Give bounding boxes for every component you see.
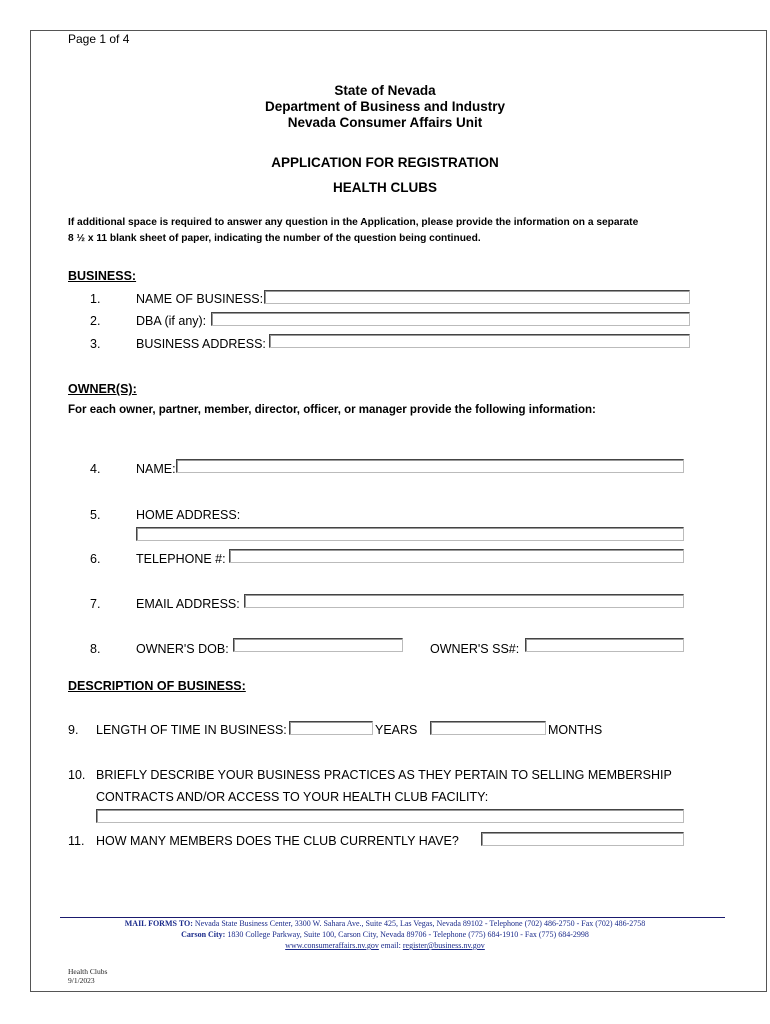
business-practices-question: BRIEFLY DESCRIBE YOUR BUSINESS PRACTICES AS THEY PERTAIN TO SELLING MEMBERSHIP (96, 768, 672, 782)
business-heading: BUSINESS: (68, 269, 137, 283)
email-input[interactable] (244, 594, 684, 608)
footer-rule (60, 917, 725, 918)
item-number: 10. (68, 768, 86, 782)
dob-label: OWNER'S DOB: (136, 642, 229, 656)
item-number: 6. (90, 552, 101, 566)
carson-city-address: 1830 College Parkway, Suite 100, Carson City, Nevada 89706 - Telephone (775) 684-1910 - Fax (775) 684-2998 (227, 930, 589, 939)
item-number: 4. (90, 462, 101, 476)
owner-name-input[interactable] (176, 459, 684, 473)
telephone-label: TELEPHONE #: (136, 552, 226, 566)
months-label: MONTHS (548, 723, 603, 737)
telephone-input[interactable] (229, 549, 684, 563)
item-number: 7. (90, 597, 101, 611)
member-count-question: HOW MANY MEMBERS DOES THE CLUB CURRENTLY HAVE? (96, 834, 459, 848)
carson-city-line (0, 930, 770, 939)
business-name-label: NAME OF BUSINESS: (136, 292, 264, 306)
owners-intro: For each owner, partner, member, director, officer, or manager provide the following information: (68, 404, 596, 416)
item-number: 2. (90, 314, 101, 328)
carson-city-label: Carson City: (181, 930, 226, 939)
dba-input[interactable] (211, 312, 690, 326)
form-name: Health Clubs (68, 967, 108, 976)
email-prefix: email: (380, 941, 401, 950)
email-link[interactable]: register@business.nv.gov (402, 941, 485, 950)
mail-forms-label: MAIL FORMS TO: (124, 919, 193, 928)
unit-heading: Nevada Consumer Affairs Unit (287, 115, 483, 130)
item-number: 8. (90, 642, 101, 656)
time-in-business-label: LENGTH OF TIME IN BUSINESS: (96, 723, 287, 737)
contact-line (0, 941, 770, 950)
ssn-input[interactable] (525, 638, 684, 652)
member-count-input[interactable] (481, 832, 684, 846)
department-heading: Department of Business and Industry (264, 99, 506, 114)
ssn-label: OWNER'S SS#: (430, 642, 520, 656)
business-address-input[interactable] (269, 334, 690, 348)
page-number: Page 1 of 4 (68, 32, 130, 46)
item-number: 1. (90, 292, 101, 306)
months-input[interactable] (430, 721, 546, 735)
years-input[interactable] (289, 721, 373, 735)
email-label: EMAIL ADDRESS: (136, 597, 240, 611)
item-number: 3. (90, 337, 101, 351)
years-label: YEARS (375, 723, 418, 737)
item-number: 5. (90, 508, 101, 522)
form-date: 9/1/2023 (68, 976, 95, 985)
dob-input[interactable] (233, 638, 403, 652)
state-heading: State of Nevada (334, 83, 436, 98)
business-name-input[interactable] (264, 290, 690, 304)
business-practices-input[interactable] (96, 809, 684, 823)
item-number: 9. (68, 723, 79, 737)
home-address-input[interactable] (136, 527, 684, 541)
business-practices-question-cont: CONTRACTS AND/OR ACCESS TO YOUR HEALTH CLUB FACILITY: (96, 790, 489, 804)
form-subtitle: HEALTH CLUBS (333, 180, 437, 195)
form-title: APPLICATION FOR REGISTRATION (271, 155, 499, 170)
dba-label: DBA (if any): (136, 314, 207, 328)
instructions-line2: 8 ½ x 11 blank sheet of paper, indicating the number of the question being continued. (68, 233, 481, 244)
item-number: 11. (68, 834, 85, 848)
owner-name-label: NAME: (136, 462, 176, 476)
website-link[interactable]: www.consumeraffairs.nv.gov (285, 941, 379, 950)
home-address-label: HOME ADDRESS: (136, 508, 241, 522)
instructions-line1: If additional space is required to answer any question in the Application, please provide the information on a separate (68, 217, 639, 228)
owners-heading: OWNER(S): (68, 382, 137, 396)
mail-forms-address: Nevada State Business Center, 3300 W. Sahara Ave., Suite 425, Las Vegas, Nevada 89102 - Telephone (702) 486-2750 - Fax (702) 486-2758 (194, 919, 646, 928)
mail-forms-line (0, 919, 770, 928)
description-heading: DESCRIPTION OF BUSINESS: (68, 679, 246, 693)
business-address-label: BUSINESS ADDRESS: (136, 337, 266, 351)
